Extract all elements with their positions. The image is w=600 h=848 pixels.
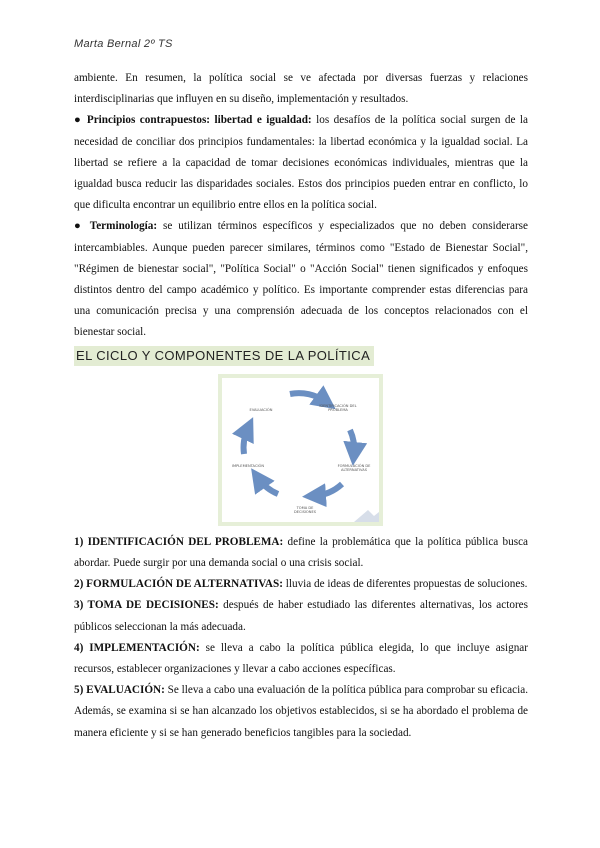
cycle-diagram [222, 378, 379, 522]
bullet-paragraph [74, 216, 528, 343]
cycle-label-toma: TOMA DE DECISIONES [293, 505, 317, 515]
cycle-label-formulacion: FORMULACIÓN DE ALTERNATIVAS [337, 463, 371, 473]
step-text: lluvia de ideas de diferentes propuestas de soluciones. [282, 578, 528, 591]
section-title: EL CICLO Y COMPONENTES DE LA POLÍTICA [74, 346, 374, 366]
decorative-mountains [354, 510, 379, 522]
step-title: 3) TOMA DE DECISIONES: [74, 599, 219, 612]
bullet-paragraph [74, 110, 528, 216]
step-item [74, 574, 528, 595]
step-text: Se lleva a cabo una evaluación de la política pública para comprobar su eficacia. Además, se examina si se han alcanzado los objetivos establecidos, si se ha abordado el problema de manera eficiente y si se han generado beneficios tangibles para la sociedad. [74, 684, 528, 739]
step-item [74, 680, 528, 744]
bullet-title: Terminología: [89, 220, 158, 233]
cycle-arrow [350, 430, 354, 454]
cycle-label-evaluacion: EVALUACIÓN [249, 407, 273, 412]
step-text: se lleva a cabo la política pública elegida, lo que incluye asignar recursos, establecer organizaciones y llevar a cabo acciones específicas. [74, 641, 528, 676]
step-title: 1) IDENTIFICACIÓN DEL PROBLEMA: [74, 535, 284, 548]
bullet-text: los desafíos de la política social surgen de la necesidad de conciliar dos principios fundamentales: la libertad económica y la igualdad social. La libertad se refiere a la capacidad de tomar decisiones económicas individuales, mientras que la igualdad busca reducir las disparidades sociales. Estos dos principios pueden entrar en conflicto, lo que dificulta encontrar un equilibrio entre ellos en la política social. [74, 114, 528, 212]
figure-canvas [222, 378, 379, 522]
bullet-text: se utilizan términos específicos y especializados que no deben considerarse intercambiables. Aunque pueden parecer similares, términos como "Estado de Bienestar Social", "Régimen de bienestar social", "Política Social" o "Acción Social" tienen significados y enfoques distintos dentro del campo académico y político. Es importante comprender estas diferencias para una comunicación precisa y una comprensión adecuada de los conceptos relacionados con el bienestar social. [74, 220, 529, 339]
steps-list [74, 532, 528, 744]
policy-cycle-figure [74, 374, 528, 526]
bullet-title: Principios contrapuestos: libertad e igualdad: [86, 114, 312, 127]
cycle-arrow [258, 478, 278, 494]
cycle-label-implementacion: IMPLEMENTACIÓN [231, 463, 265, 468]
step-item [74, 638, 528, 680]
cycle-label-identificacion: IDENTIFICACIÓN DEL PROBLEMA [319, 403, 357, 413]
cycle-arrow [244, 428, 248, 454]
document-body [74, 68, 528, 744]
page-header-author: Marta Bernal 2º TS [74, 38, 173, 50]
bullet-marker: ● [74, 220, 84, 233]
cycle-arrow [290, 393, 326, 402]
step-item [74, 595, 528, 637]
step-title: 4) IMPLEMENTACIÓN: [74, 641, 200, 654]
step-title: 5) EVALUACIÓN: [74, 684, 165, 697]
step-item [74, 532, 528, 574]
step-text: después de haber estudiado las diferentes alternativas, los actores públicos seleccionan la más adecuada. [74, 599, 528, 633]
intro-paragraph: ambiente. En resumen, la política social se ve afectada por diversas fuerzas y relaciones interdisciplinarias que influyen en su diseño, implementación y resultados. [74, 72, 528, 106]
section-heading [74, 346, 528, 368]
step-text: define la problemática que la política pública busca abordar. Puede surgir por una demanda social o una crisis social. [74, 535, 528, 570]
step-title: 2) FORMULACIÓN DE ALTERNATIVAS: [74, 578, 283, 591]
bullet-marker: ● [74, 114, 83, 127]
figure-frame [218, 374, 383, 526]
cycle-arrow [314, 484, 342, 496]
